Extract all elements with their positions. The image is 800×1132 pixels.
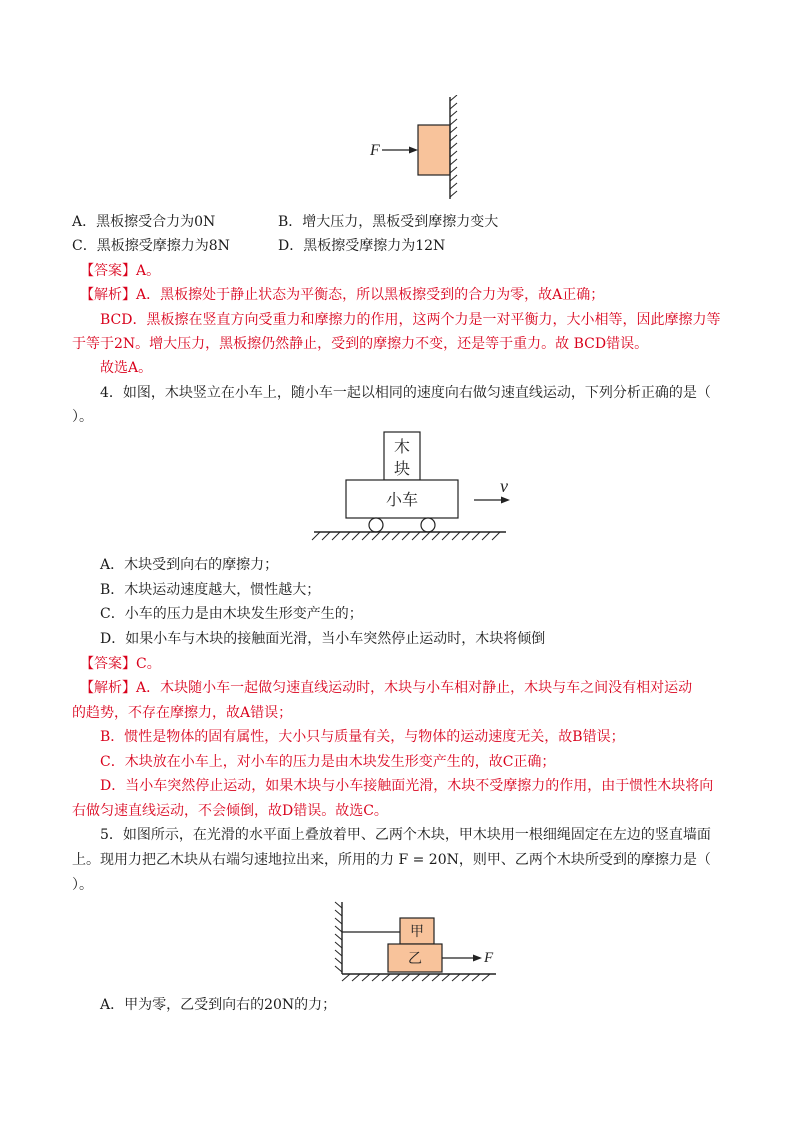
cart-label: 小车 xyxy=(385,490,419,509)
figure-block-against-wall xyxy=(360,95,470,205)
eraser-block xyxy=(418,125,450,175)
q4-stem-line-2: ）。 xyxy=(72,409,93,425)
velocity-label: v xyxy=(500,476,508,496)
q4-analysis-line-2: 的趋势，不存在摩擦力，故A错误； xyxy=(72,705,293,721)
force-label: F xyxy=(484,950,494,966)
q5-stem-line-3: ）。 xyxy=(72,877,93,893)
q3-analysis-line-4: 故选A。 xyxy=(100,360,153,376)
wood-block-label-2: 块 xyxy=(393,459,411,478)
q4-option-a: A．木块受到向右的摩擦力； xyxy=(100,557,279,573)
force-arrowhead xyxy=(409,147,418,154)
q3-analysis-line-2: BCD．黑板擦在竖直方向受重力和摩擦力的作用，这两个力是一对平衡力，大小相等，因此摩擦力等 xyxy=(100,312,721,328)
block-jia-label: 甲 xyxy=(410,924,424,940)
wall-hatching xyxy=(335,902,342,972)
cart-wheel-right xyxy=(421,518,435,532)
q4-analysis-line-1: 【解析】A．木块随小车一起做匀速直线运动时，木块与小车相对静止，木块与车之间没有相对运动 xyxy=(80,680,693,696)
q4-answer: 【答案】C。 xyxy=(80,656,161,672)
q4-option-d: D．如果小车与木块的接触面光滑，当小车突然停止运动时，木块将倾倒 xyxy=(100,631,546,647)
figure-stacked-blocks xyxy=(330,898,500,983)
q4-option-c: C．小车的压力是由木块发生形变产生的； xyxy=(100,606,363,622)
wall-hatching xyxy=(450,95,457,197)
q4-analysis-line-5: D．当小车突然停止运动，如果木块与小车接触面光滑，木块不受摩擦力的作用，由于惯性木块将向 xyxy=(100,778,714,794)
q3-option-d: D．黑板擦受摩擦力为12N xyxy=(278,238,446,254)
block-yi-label: 乙 xyxy=(408,951,422,967)
velocity-arrowhead xyxy=(501,497,510,504)
q3-option-c: C．黑板擦受摩擦力为8N xyxy=(72,238,230,254)
q5-stem-line-2: 上。现用力把乙木块从右端匀速地拉出来，所用的力 F = 20N，则甲、乙两个木块所受到的摩擦力是（ xyxy=(72,852,711,868)
q3-answer: 【答案】A。 xyxy=(80,263,161,279)
wood-block-label-1: 木 xyxy=(393,437,411,456)
q3-option-b: B．增大压力，黑板受到摩擦力变大 xyxy=(278,214,499,230)
q3-analysis-line-3: 于等于2N。增大压力，黑板擦仍然静止，受到的摩擦力不变，还是等于重力。故 BCD错误。 xyxy=(72,336,649,352)
q4-stem-line-1: 4．如图，木块竖立在小车上，随小车一起以相同的速度向右做匀速直线运动，下列分析正确的是（ xyxy=(100,385,711,401)
ground-hatching xyxy=(312,532,500,540)
q3-option-a: A．黑板擦受合力为0N xyxy=(72,214,216,230)
q4-analysis-line-4: C．木块放在小车上，对小车的压力是由木块发生形变产生的，故C正确； xyxy=(100,754,556,770)
q4-analysis-line-3: B．惯性是物体的固有属性，大小只与质量有关，与物体的运动速度无关，故B错误； xyxy=(100,729,625,745)
q5-option-a: A．甲为零，乙受到向右的20N的力； xyxy=(100,997,337,1013)
q3-analysis-line-1: 【解析】A．黑板擦处于静止状态为平衡态，所以黑板擦受到的合力为零，故A正确； xyxy=(80,287,605,303)
q4-analysis-line-6: 右做匀速直线运动，不会倾倒，故D错误。故选C。 xyxy=(72,803,388,819)
force-label: F xyxy=(370,142,380,159)
q4-option-b: B．木块运动速度越大，惯性越大； xyxy=(100,582,321,598)
force-arrowhead xyxy=(473,955,482,962)
q5-stem-line-1: 5．如图所示，在光滑的水平面上叠放着甲、乙两个木块，甲木块用一根细绳固定在左边的竖直墙面 xyxy=(100,827,711,843)
figure-block-on-cart xyxy=(310,430,510,545)
cart-wheel-left xyxy=(369,518,383,532)
ground-hatching xyxy=(342,974,490,981)
